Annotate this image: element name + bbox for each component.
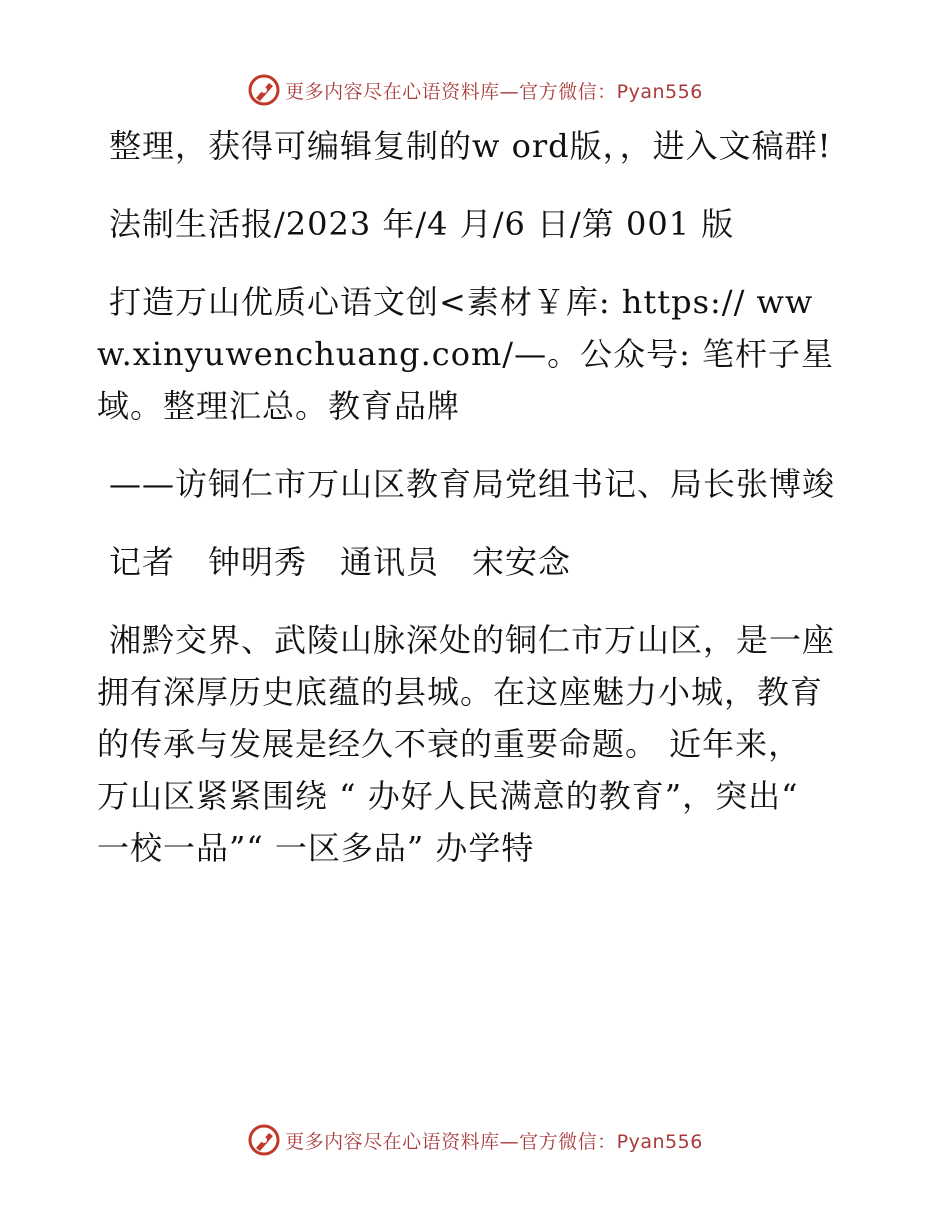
paragraph-body: 湘黔交界、武陵山脉深处的铜仁市万山区，是一座拥有深厚历史底蕴的县城。在这座魅力小城，教育的传承与发展是经久不衰的重要命题。 近年来， 万山区紧紧围绕 “ 办好人民满意的教育”，突出“ 一校一品”“ 一区多品” 办学特 [97, 621, 836, 867]
watermark-text: 更多内容尽在心语资料库—官方微信：Pyan556 [285, 80, 703, 103]
pen-logo-icon [247, 73, 281, 107]
header-watermark [0, 70, 950, 110]
paragraph-headline: 打造万山优质心语文创<素材￥库: https:// www.xinyuwenchuang.com/—。公众号: 笔杆子星域。整理汇总。教育品牌 [97, 283, 835, 425]
footer-watermark [0, 1120, 950, 1160]
paragraph-subtitle: ——访铜仁市万山区教育局党组书记、局长张博竣 [109, 465, 836, 503]
pen-logo-icon [247, 1123, 281, 1157]
document-body [97, 120, 837, 900]
paragraph-source: 法制生活报/2023 年/4 月/6 日/第 001 版 [109, 205, 735, 243]
paragraph-byline: 记者 钟明秀 通讯员 宋安念 [109, 543, 572, 581]
paragraph-intro: 整理，获得可编辑复制的w ord版，，进入文稿群! [109, 127, 832, 165]
watermark-text: 更多内容尽在心语资料库—官方微信：Pyan556 [285, 1130, 703, 1153]
